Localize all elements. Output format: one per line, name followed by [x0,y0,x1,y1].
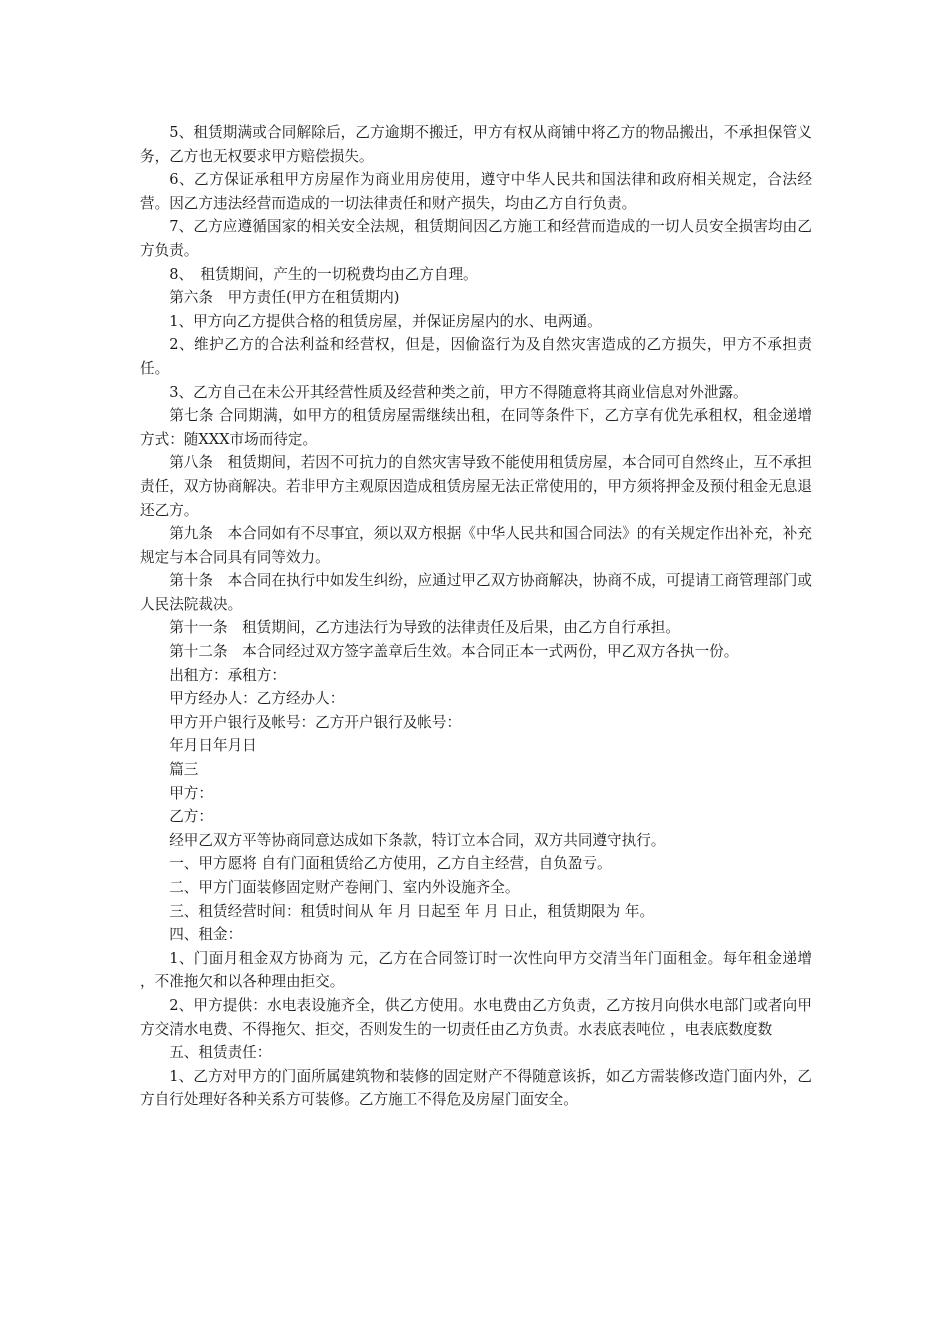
paragraph: 7、乙方应遵循国家的相关安全法规，租赁期间因乙方施工和经营而造成的一切人员安全损害均由乙方负责。 [140,218,812,259]
section-heading: 五、租赁责任： [169,1044,272,1062]
party-line: 甲方： [169,784,213,802]
paragraph: 第十二条 本合同经过双方签字盖章后生效。本合同正本一式两份，甲乙双方各执一份。 [169,643,739,661]
paragraph: 1、乙方对甲方的门面所属建筑物和装修的固定财产不得随意该拆，如乙方需装修改造门面内外，乙方自行处理好各种关系方可装修。乙方施工不得危及房屋门面安全。 [140,1067,812,1109]
paragraph: 第七条 合同期满，如甲方的租赁房屋需继续出租，在同等条件下，乙方享有优先承租权，租金递增方式：随XXX市场而待定。 [140,407,812,448]
date-line: 年月日年月日 [169,737,257,755]
party-line: 乙方： [169,808,213,826]
paragraph: 2、甲方提供：水电表设施齐全，供乙方使用。水电费由乙方负责，乙方按月向供水电部门或者向甲方交清水电费、不得拖欠、拒交，否则发生的一切责任由乙方负责。水表底表吨位 ，电表底数度数 [140,996,812,1038]
paragraph: 第八条 租赁期间，若因不可抗力的自然灾害导致不能使用租赁房屋，本合同可自然终止，互不承担责任，双方协商解决。若非甲方主观原因造成租赁房屋无法正常使用的，甲方须将押金及预付租金无息退还乙方。 [140,454,812,519]
paragraph: 经甲乙双方平等协商同意达成如下条款，特订立本合同，双方共同遵守执行。 [169,831,666,849]
section-heading: 第六条 甲方责任(甲方在租赁期内) [169,289,400,307]
paragraph: 一、甲方愿将 自有门面租赁给乙方使用，乙方自主经营，自负盈亏。 [169,855,612,873]
paragraph: 第九条 本合同如有不尽事宜，须以双方根据《中华人民共和国合同法》的有关规定作出补充，补充规定与本合同具有同等效力。 [140,525,812,566]
paragraph: 2、维护乙方的合法利益和经营权，但是，因偷盗行为及自然灾害造成的乙方损失，甲方不承担责任。 [140,336,812,377]
paragraph: 三、租赁经营时间：租赁时间从 年 月 日起至 年 月 日止，租赁期限为 年。 [169,902,655,920]
paragraph: 1、甲方向乙方提供合格的租赁房屋，并保证房屋内的水、电两通。 [169,312,602,330]
paragraph: 第十一条 租赁期间，乙方违法行为导致的法律责任及后果，由乙方自行承担。 [169,619,680,637]
section-title: 篇三 [169,761,199,779]
section-heading: 四、租金： [169,926,243,944]
paragraph: 8、 租赁期间，产生的一切税费均由乙方自理。 [169,265,478,283]
signature-line: 甲方开户银行及帐号：乙方开户银行及帐号： [169,713,462,731]
document-body [140,121,817,1112]
paragraph: 3、乙方自己在未公开其经营性质及经营种类之前，甲方不得随意将其商业信息对外泄露。 [169,383,748,401]
paragraph: 5、租赁期满或合同解除后，乙方逾期不搬迁，甲方有权从商铺中将乙方的物品搬出，不承担保管义务，乙方也无权要求甲方赔偿损失。 [140,124,812,165]
paragraph: 6、乙方保证承租甲方房屋作为商业用房使用，遵守中华人民共和国法律和政府相关规定，合法经营。因乙方违法经营而造成的一切法律责任和财产损失，均由乙方自行负责。 [140,171,812,212]
signature-line: 出租方：承租方： [169,666,286,684]
signature-line: 甲方经办人：乙方经办人： [169,690,345,708]
paragraph: 1、门面月租金双方协商为 元，乙方在合同签订时一次性向甲方交清当年门面租金。每年租金递增 ，不准拖欠和以各种理由拒交。 [140,949,817,991]
paragraph: 第十条 本合同在执行中如发生纠纷，应通过甲乙双方协商解决，协商不成，可提请工商管理部门或人民法院裁决。 [140,572,812,613]
paragraph: 二、甲方门面装修固定财产卷闸门、室内外设施齐全。 [169,879,520,896]
